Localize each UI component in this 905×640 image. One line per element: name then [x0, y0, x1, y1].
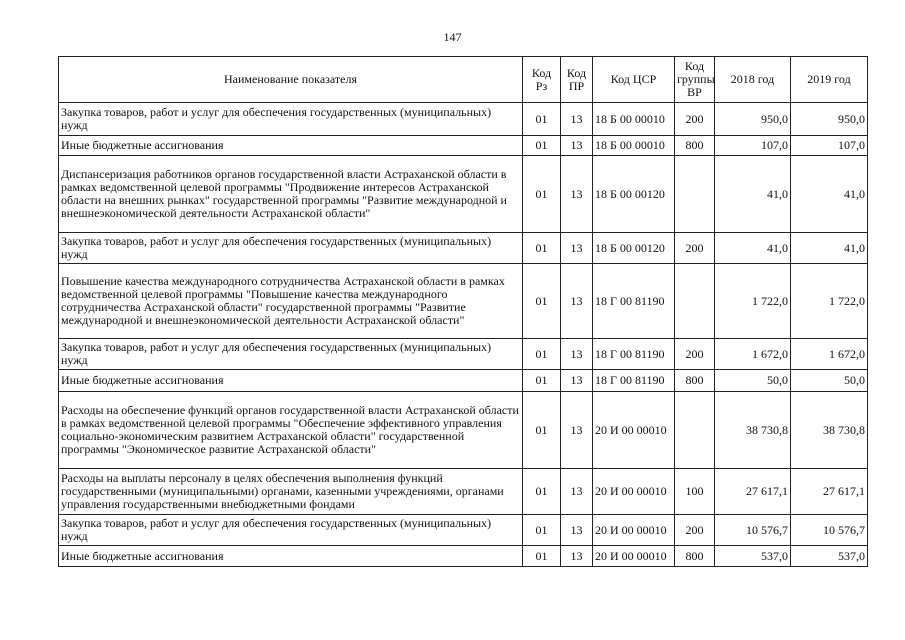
cell-name: Закупка товаров, работ и услуг для обеспечения государственных (муниципальных) нужд: [59, 233, 523, 264]
cell-rz: 01: [523, 156, 561, 233]
cell-2019: 107,0: [791, 136, 868, 156]
cell-pr: 13: [561, 264, 593, 339]
cell-name: Закупка товаров, работ и услуг для обеспечения государственных (муниципальных) нужд: [59, 515, 523, 546]
cell-2019: 1 722,0: [791, 264, 868, 339]
cell-pr: 13: [561, 546, 593, 567]
cell-pr: 13: [561, 370, 593, 392]
cell-2018: 537,0: [715, 546, 791, 567]
table-row: [59, 339, 868, 370]
cell-rz: 01: [523, 136, 561, 156]
cell-rz: 01: [523, 103, 561, 136]
cell-rz: 01: [523, 370, 561, 392]
table-row: [59, 136, 868, 156]
cell-vr: 200: [675, 339, 715, 370]
cell-vr: 200: [675, 103, 715, 136]
cell-csr: 18 Б 00 00120: [593, 156, 675, 233]
cell-2019: 41,0: [791, 156, 868, 233]
cell-rz: 01: [523, 469, 561, 515]
cell-vr: [675, 392, 715, 469]
cell-rz: 01: [523, 339, 561, 370]
cell-vr: [675, 264, 715, 339]
header-name: Наименование показателя: [59, 57, 523, 103]
cell-vr: 800: [675, 136, 715, 156]
cell-2018: 10 576,7: [715, 515, 791, 546]
cell-2018: 41,0: [715, 156, 791, 233]
table-row: [59, 370, 868, 392]
header-rz: Код Рз: [523, 57, 561, 103]
cell-csr: 18 Б 00 00010: [593, 103, 675, 136]
table-row: [59, 103, 868, 136]
cell-csr: 20 И 00 00010: [593, 392, 675, 469]
cell-rz: 01: [523, 546, 561, 567]
budget-table: [58, 56, 868, 567]
cell-csr: 18 Г 00 81190: [593, 264, 675, 339]
cell-vr: 100: [675, 469, 715, 515]
cell-2018: 107,0: [715, 136, 791, 156]
cell-2019: 10 576,7: [791, 515, 868, 546]
cell-pr: 13: [561, 136, 593, 156]
cell-pr: 13: [561, 103, 593, 136]
header-vr: Код группы ВР: [675, 57, 715, 103]
cell-2019: 1 672,0: [791, 339, 868, 370]
cell-2019: 38 730,8: [791, 392, 868, 469]
cell-name: Повышение качества международного сотрудничества Астраханской области в рамках ведомственной целевой программы "Повышение качества международного сотрудничества Астраханской области" государственной программы "Развитие международной и внешнеэкономической деятельности Астраханской области": [59, 264, 523, 339]
header-pr: Код ПР: [561, 57, 593, 103]
page-number: 147: [443, 30, 462, 44]
cell-vr: 200: [675, 515, 715, 546]
table-row: [59, 515, 868, 546]
cell-csr: 20 И 00 00010: [593, 515, 675, 546]
cell-pr: 13: [561, 156, 593, 233]
cell-name: Закупка товаров, работ и услуг для обеспечения государственных (муниципальных) нужд: [59, 103, 523, 136]
cell-name: Иные бюджетные ассигнования: [59, 136, 523, 156]
cell-vr: [675, 156, 715, 233]
cell-2018: 27 617,1: [715, 469, 791, 515]
table-header-row: [59, 57, 868, 103]
cell-rz: 01: [523, 515, 561, 546]
cell-rz: 01: [523, 392, 561, 469]
cell-2018: 50,0: [715, 370, 791, 392]
header-csr: Код ЦСР: [593, 57, 675, 103]
cell-pr: 13: [561, 339, 593, 370]
cell-2018: 1 672,0: [715, 339, 791, 370]
cell-rz: 01: [523, 264, 561, 339]
table-row: [59, 546, 868, 567]
table-row: [59, 156, 868, 233]
cell-name: Диспансеризация работников органов государственной власти Астраханской области в рамках ведомственной целевой программы "Продвижение интересов Астраханской области на внешних рынках" государственной программы "Развитие международной и внешнеэкономической деятельности Астраханской области": [59, 156, 523, 233]
cell-pr: 13: [561, 233, 593, 264]
cell-2019: 950,0: [791, 103, 868, 136]
cell-2018: 950,0: [715, 103, 791, 136]
cell-name: Иные бюджетные ассигнования: [59, 546, 523, 567]
cell-2018: 41,0: [715, 233, 791, 264]
cell-csr: 18 Б 00 00010: [593, 136, 675, 156]
cell-csr: 18 Б 00 00120: [593, 233, 675, 264]
cell-name: Расходы на выплаты персоналу в целях обеспечения выполнения функций государственными (муниципальными) органами, казенными учреждениями, органами управления государственными внебюджетными фондами: [59, 469, 523, 515]
table-row: [59, 233, 868, 264]
cell-2018: 1 722,0: [715, 264, 791, 339]
cell-2018: 38 730,8: [715, 392, 791, 469]
cell-pr: 13: [561, 515, 593, 546]
cell-pr: 13: [561, 469, 593, 515]
cell-rz: 01: [523, 233, 561, 264]
cell-pr: 13: [561, 392, 593, 469]
cell-vr: 800: [675, 546, 715, 567]
table-row: [59, 392, 868, 469]
cell-2019: 537,0: [791, 546, 868, 567]
header-2019: 2019 год: [791, 57, 868, 103]
cell-name: Закупка товаров, работ и услуг для обеспечения государственных (муниципальных) нужд: [59, 339, 523, 370]
header-2018: 2018 год: [715, 57, 791, 103]
table-row: [59, 469, 868, 515]
cell-2019: 50,0: [791, 370, 868, 392]
cell-vr: 800: [675, 370, 715, 392]
cell-csr: 20 И 00 00010: [593, 469, 675, 515]
cell-name: Расходы на обеспечение функций органов государственной власти Астраханской области в рамках ведомственной целевой программы "Обеспечение эффективного управления социально-экономическим развитием Астраханской области" государственной программы "Экономическое развитие Астраханской области": [59, 392, 523, 469]
cell-csr: 18 Г 00 81190: [593, 339, 675, 370]
cell-name: Иные бюджетные ассигнования: [59, 370, 523, 392]
cell-csr: 20 И 00 00010: [593, 546, 675, 567]
cell-csr: 18 Г 00 81190: [593, 370, 675, 392]
cell-2019: 41,0: [791, 233, 868, 264]
cell-2019: 27 617,1: [791, 469, 868, 515]
table-row: [59, 264, 868, 339]
cell-vr: 200: [675, 233, 715, 264]
